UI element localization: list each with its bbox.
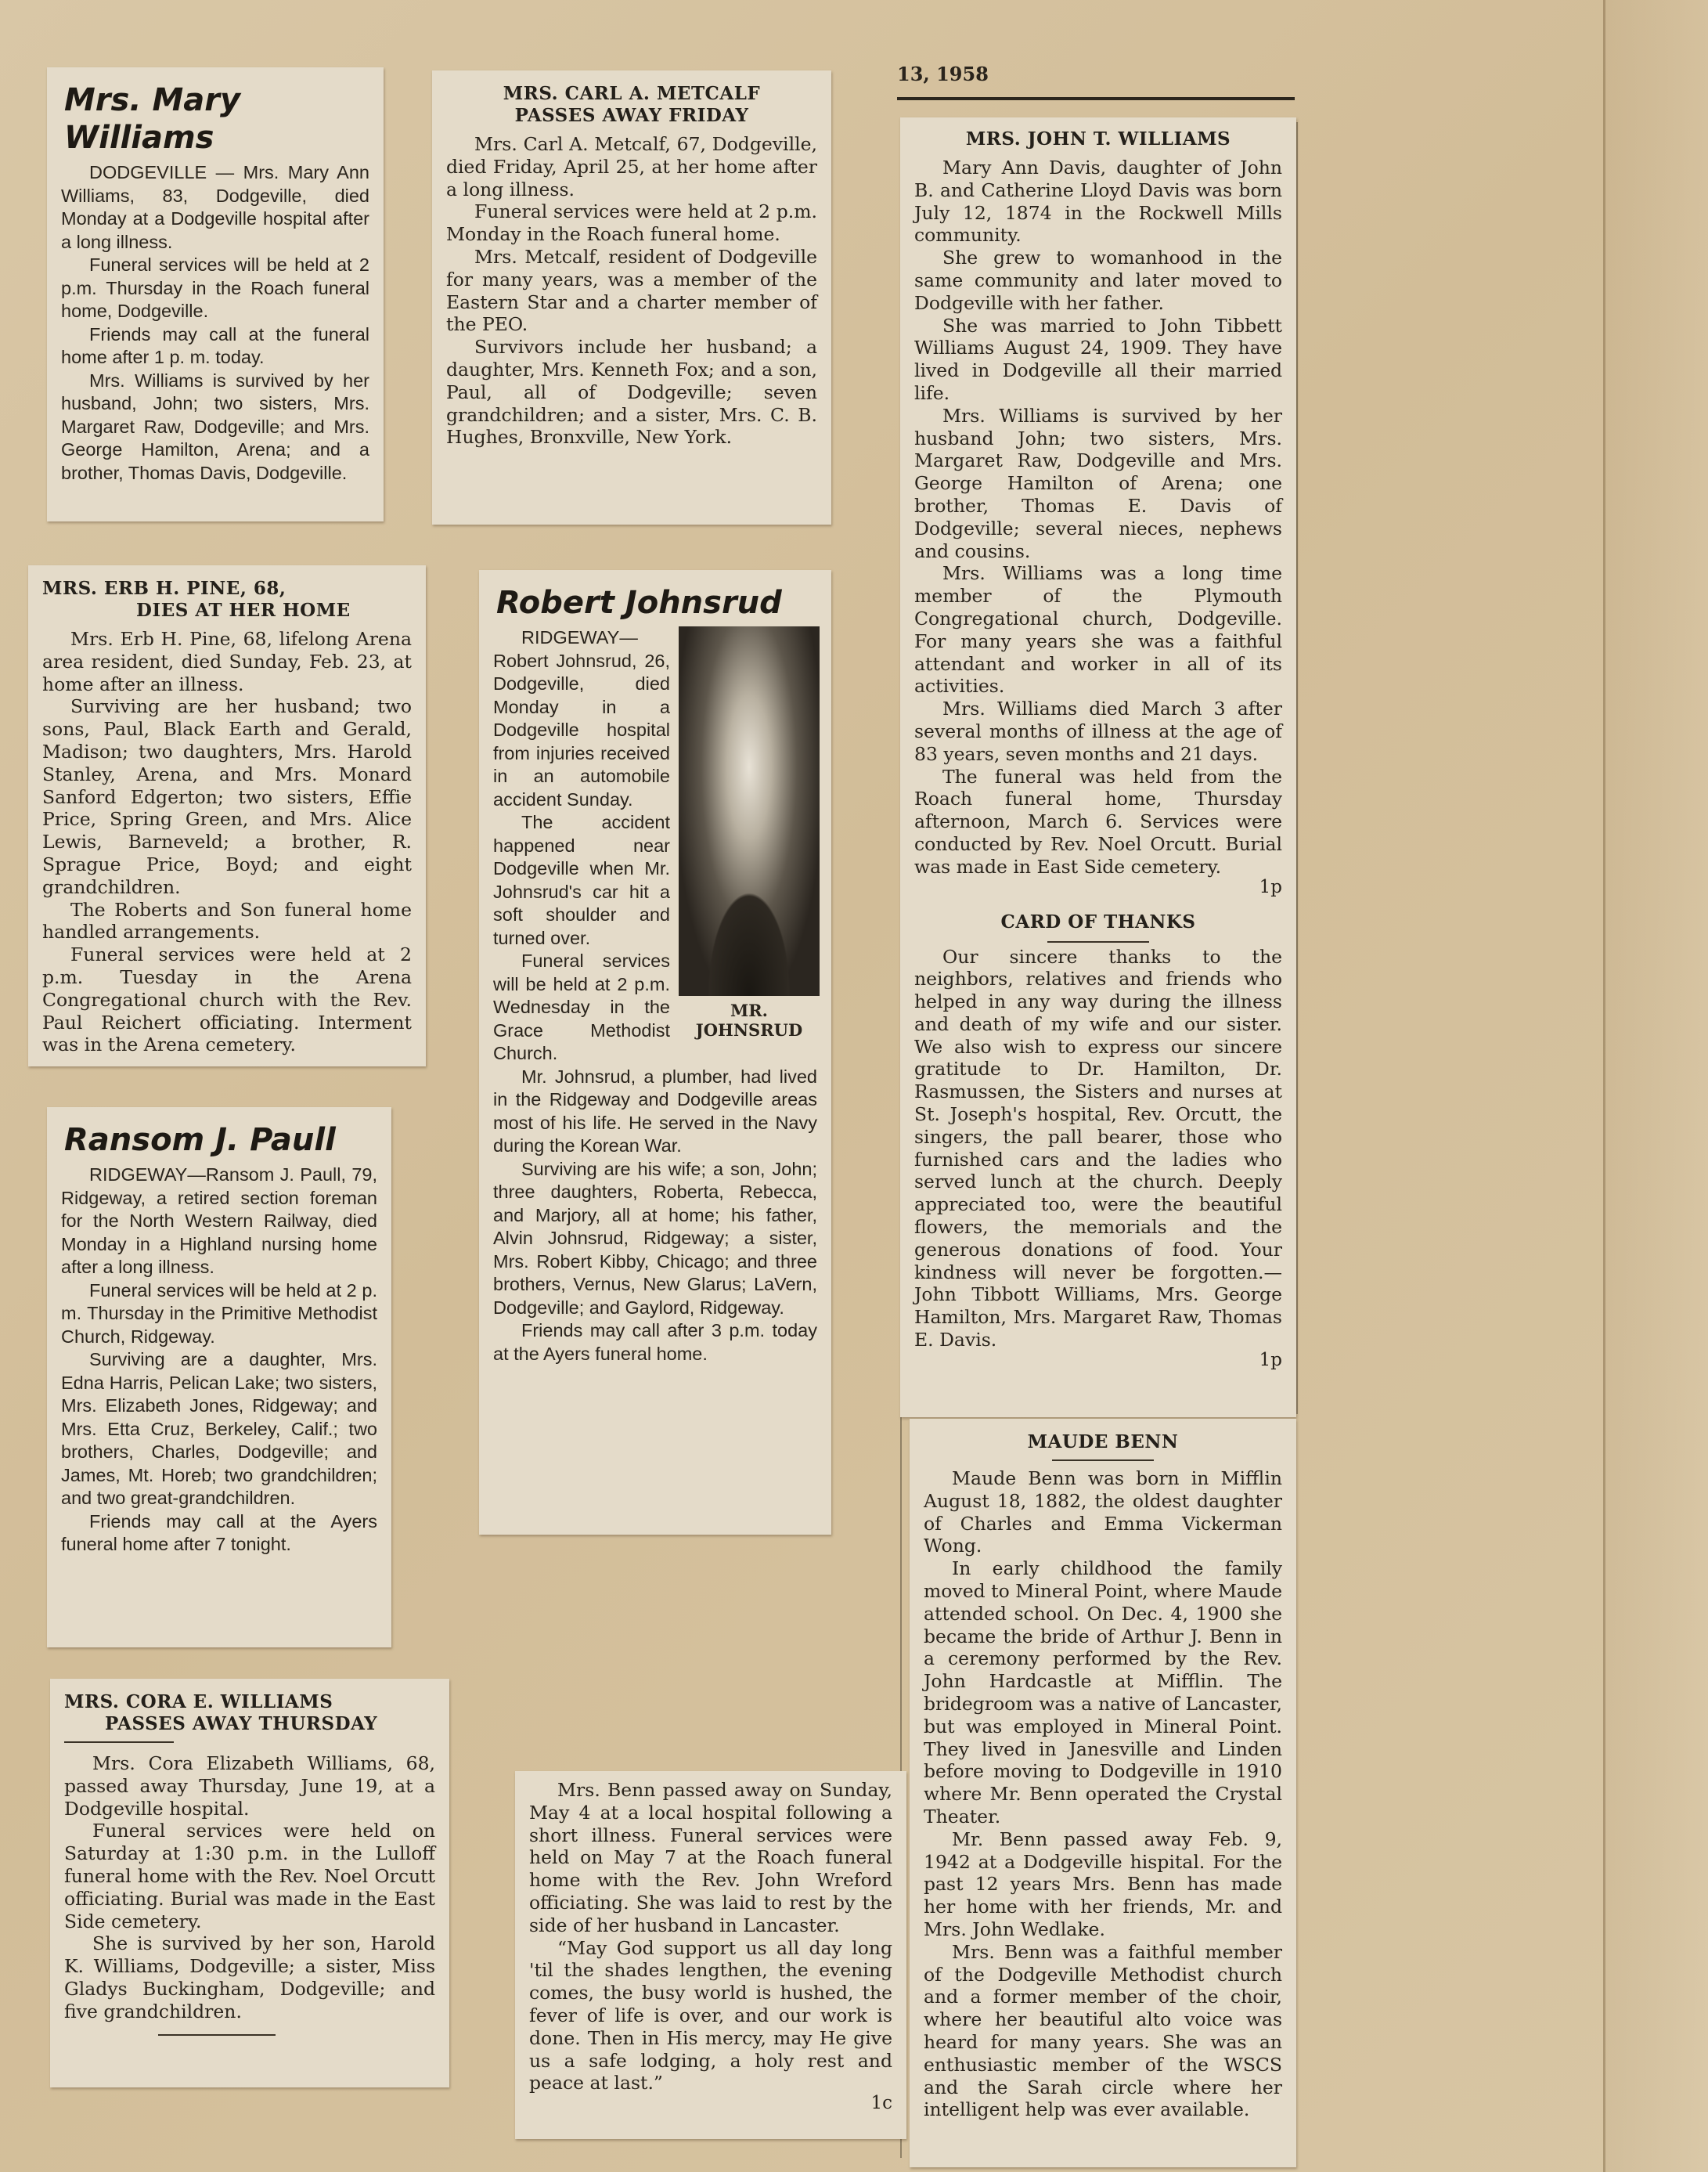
clipping-mary-williams [47,67,384,521]
paragraph: Funeral services will be held at 2 p. m. Thursday in the Primitive Methodist Church, Ridgeway. [61,1279,377,1347]
title-line-1: MRS. CARL A. METCALF [503,83,761,104]
paragraph: Funeral services will be held at 2 p.m. Thursday in the Roach funeral home, Dodgeville. [61,254,369,321]
paragraph: Survivors include her husband; a daughter, Mrs. Kenneth Fox; and a son, Paul, all of Dodgeville; seven grandchildren; and a sister, Mrs. C. B. Hughes, Bronxville, New York. [446,336,817,449]
paragraph: Mary Ann Davis, daughter of John B. and Catherine Lloyd Davis was born July 12, 1874 in the Rockwell Mills community. [914,157,1282,247]
title-line-1: MRS. CORA E. WILLIAMS [64,1691,333,1712]
clipping-title: Ransom J. Paull [64,1122,336,1158]
paragraph: Mrs. Williams is survived by her husband John; two sisters, Mrs. Margaret Raw, Dodgeville and Mrs. George Hamilton of Arena; one brother, Thomas E. Davis of Dodgeville; several nieces, nephews and cousins. [914,404,1282,562]
paragraph: The funeral was held from the Roach funeral home, Thursday afternoon, March 6. Services were conducted by Rev. Noel Orcutt. Burial was made in East Side cemetery. [914,765,1282,878]
section-rule [1052,1459,1154,1461]
title-line-2: DIES AT HER HOME [136,600,351,621]
column-rule-right [1296,122,1298,1414]
title-line-2: PASSES AWAY THURSDAY [105,1713,378,1734]
clipping-metcalf [432,70,831,525]
signature-mark: 1p [1259,1349,1282,1370]
paragraph: Surviving are a daughter, Mrs. Edna Harris, Pelican Lake; two sisters, Mrs. Elizabeth Jones, Ridgeway; and Mrs. Etta Cruz, Berkeley, Calif.; two brothers, Charles, Dodgeville; and James, Mt. Horeb; two grandchildren; and two great-grandchildren. [61,1349,377,1508]
paragraph: Friends may call at the funeral home after 1 p. m. today. [61,323,369,367]
clipping-title: MRS. JOHN T. WILLIAMS [965,128,1231,150]
clipping-paull [47,1107,391,1647]
paragraph: DODGEVILLE — Mrs. Mary Ann Williams, 83, Dodgeville, died Monday at a Dodgeville hospital after a long illness. [61,162,369,252]
dateline-rule [897,97,1295,100]
page-margin-strip [1605,0,1708,2172]
dateline: 13, 1958 [897,63,989,85]
paragraph: Mrs. Williams is survived by her husband, John; two sisters, Mrs. Margaret Raw, Dodgeville; and Mrs. George Hamilton, Arena; and a brother, Thomas Davis, Dodgeville. [61,370,369,483]
portrait-photo [679,626,820,996]
clipping-cora-williams [50,1679,449,2087]
end-rule [158,2034,276,2036]
paragraph: Mrs. Williams died March 3 after several months of illness at the age of 83 years, seven months and 21 days. [914,698,1282,765]
paragraph: Friends may call at the Ayers funeral home after 7 tonight. [61,1510,377,1554]
paragraph: Funeral services were held at 2 p.m. Monday in the Roach funeral home. [446,200,817,246]
paragraph: Funeral services were held on Saturday at 1:30 p.m. in the Lulloff funeral home with the Rev. Noel Orcutt officiating. Burial was made in the East Side cemetery. [64,1820,435,1932]
paragraph: Mrs. Cora Elizabeth Williams, 68, passed away Thursday, June 19, at a Dodgeville hospital. [64,1752,435,1820]
clipping-title: Mrs. Mary Williams [64,82,241,156]
paragraph: Mrs. Benn was a faithful member of the Dodgeville Methodist church and a former member of the choir, where her beautiful alto voice was heard for many years. She was an enthusiastic member of the WSCS and the Sarah circle where her intelligent help was ever available. [924,1940,1282,2121]
paragraph: In early childhood the family moved to Mineral Point, where Maude attended school. On Dec. 4, 1900 she became the bride of Arthur J. Benn in a ceremony performed by the Rev. John Hardcastle at Mifflin. The bridegroom was a native of Lancaster, but was employed in Mineral Point. They lived in Janesville and Linden before moving to Dodgeville in 1910 where Mr. Benn operated the Crystal Theater. [924,1557,1283,1827]
paragraph: She was married to John Tibbett Williams August 24, 1909. They have lived in Dodgeville all their married life. [914,314,1282,404]
clipping-title [42,578,412,622]
clipping-benn-continued [515,1771,906,2139]
paragraph: She grew to womanhood in the same community and later moved to Dodgeville with her father. [914,247,1282,314]
title-line-1: MRS. ERB H. PINE, 68, [42,578,286,599]
paragraph: Friends may call after 3 p.m. today at the Ayers funeral home. [493,1320,817,1364]
clipping-title: Robert Johnsrud [496,585,782,621]
portrait-figure [676,626,822,1040]
paragraph: Mr. Benn passed away Feb. 9, 1942 at a Dodgeville hispital. For the past 12 years Mrs. Benn has made her home with her friends, Mr. and Mrs. John Wedlake. [924,1827,1282,1940]
paragraph: Mrs. Benn passed away on Sunday, May 4 at a local hospital following a short illness. Funeral services were held on May 7 at the Roach funeral home with the Rev. John Wreford officiating. She was laid to rest by the side of her husband in Lancaster. [529,1779,892,1936]
caption-line-2: JOHNSRUD [695,1020,803,1040]
paragraph: RIDGEWAY—Ransom J. Paull, 79, Ridgeway, a retired section foreman for the North Western Railway, died Monday in a Highland nursing home after a long illness. [61,1164,377,1277]
paragraph: She is survived by her son, Harold K. Williams, Dodgeville; a sister, Miss Gladys Buckingham, Dodgeville; and five grandchildren. [64,1932,435,2022]
paragraph: Surviving are her husband; two sons, Paul, Black Earth and Gerald, Madison; two daughters, Mrs. Harold Stanley, Arena, and Mrs. Monard Sanford Edgerton; two sisters, Effie Price, Spring Green, and Mrs. Alice Lewis, Barneveld; a brother, R. Sprague Price, Boyd; and eight grandchildren. [42,695,412,898]
clipping-title [446,83,817,127]
paragraph: Maude Benn was born in Mifflin August 18, 1882, the oldest daughter of Charles and Emma Vickerman Wong. [924,1467,1282,1557]
paragraph: Mr. Johnsrud, a plumber, had lived in the Ridgeway and Dodgeville areas most of his life. He served in the Navy during the Korean War. [493,1066,817,1156]
signature-mark: 1p [1259,876,1282,897]
paragraph: Funeral services were held at 2 p.m. Tuesday in the Arena Congregational church with the Rev. Paul Reichert officiating. Interment was in the Arena cemetery. [42,943,412,1056]
paragraph: The accident happened near Dodgeville when Mr. Johnsrud's car hit a soft shoulder and turned over. [493,812,670,948]
paragraph: Mrs. Metcalf, resident of Dodgeville for many years, was a member of the Eastern Star and a charter member of the PEO. [446,245,817,336]
title-line-2: PASSES AWAY FRIDAY [514,105,749,126]
paragraph: “May God support us all day long 'til the shades lengthen, the evening comes, the busy world is hushed, the fever of life is over, and our work is done. Then in His mercy, may He give us a safe lodging, a holy rest and peace at last.” [529,1936,892,2094]
section-title-card-of-thanks: CARD OF THANKS [1000,911,1196,933]
section-rule [1047,941,1149,943]
paragraph: Mrs. Williams was a long time member of the Plymouth Congregational church, Dodgeville. For many years she was a faithful attendant and worker in all of its activities. [914,562,1282,698]
clipping-title [64,1691,435,1735]
clipping-pine [28,565,426,1066]
paragraph: The Roberts and Son funeral home handled arrangements. [42,898,412,943]
photo-caption [676,1001,822,1040]
clipping-john-t-williams [900,117,1296,1417]
title-rule [64,1741,174,1743]
signature-mark: 1c [870,2093,892,2114]
paragraph: Our sincere thanks to the neighbors, relatives and friends who helped in any way during the illness and death of my wife and our sister. We also wish to express our sincere gratitude to Dr. Hamilton, Dr. Rasmussen, the Sisters and nurses at St. Joseph's hospital, Rev. Orcutt, the singers, the pall bearer, those who furnished cars and the ladies who served lunch at the church. Deeply appreciated too, were the beautiful flowers, the memorials and the generous donations of food. Your kindness will never be forgotten.—John Tibbott Williams, Mrs. George Hamilton, Mrs. Margaret Raw, Thomas E. Davis. [914,945,1282,1351]
paragraph: RIDGEWAY—Robert Johnsrud, 26, Dodgeville, died Monday in a Dodgeville hospital from injuries received in an automobile accident Sunday. [493,627,670,810]
paragraph: Surviving are his wife; a son, John; three daughters, Roberta, Rebecca, and Marjory, all at home; his father, Alvin Johnsrud, Ridgeway; a sister, Mrs. Robert Kibby, Chicago; and three brothers, Vernus, New Glarus; LaVern, Dodgeville; and Gaylord, Ridgeway. [493,1158,817,1318]
paragraph: Mrs. Carl A. Metcalf, 67, Dodgeville, died Friday, April 25, at her home after a long illness. [446,133,817,200]
caption-line-1: MR. [730,1001,768,1020]
paragraph: Funeral services will be held at 2 p.m. Wednesday in the Grace Methodist Church. [493,951,670,1063]
clipping-maude-benn [910,1419,1296,2167]
clipping-title: MAUDE BENN [1027,1431,1179,1452]
clipping-johnsrud [479,570,831,1535]
paragraph: Mrs. Erb H. Pine, 68, lifelong Arena area resident, died Sunday, Feb. 23, at home after an illness. [42,628,412,695]
